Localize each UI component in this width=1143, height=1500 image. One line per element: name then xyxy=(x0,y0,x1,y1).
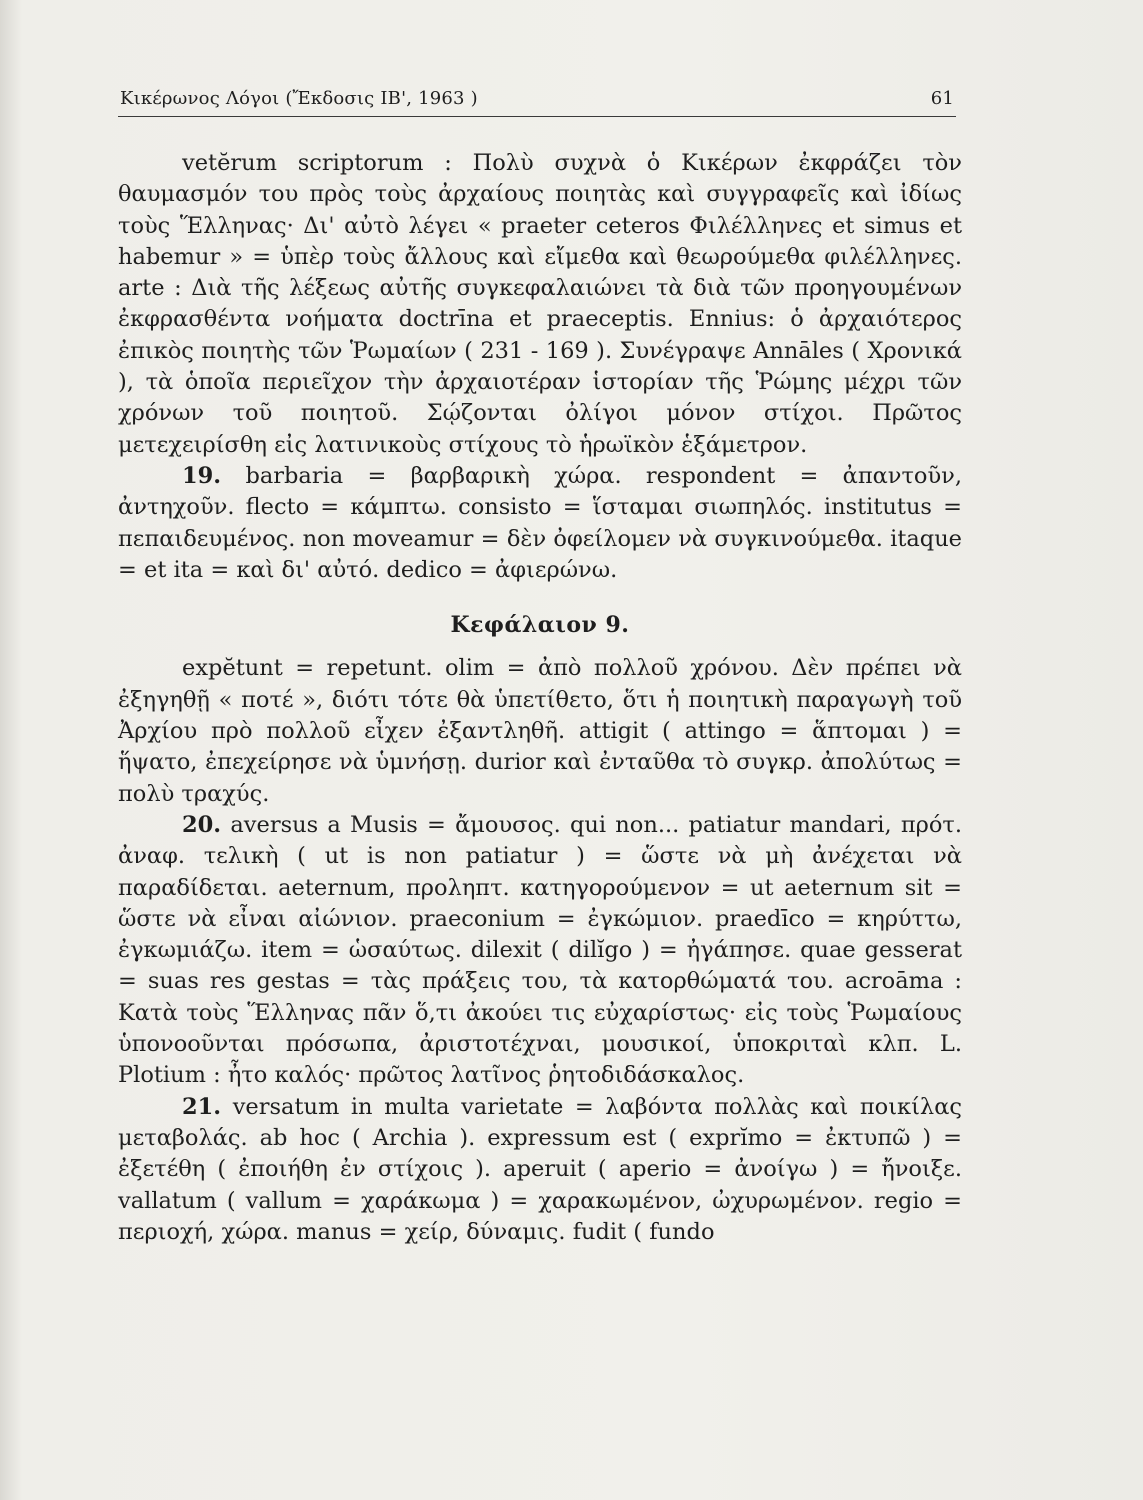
section-text: aversus a Musis = ἄμουσος. qui non... patiatur mandari, πρότ. ἀναφ. τελικὴ ( ut is non patiatur ) = ὥστε νὰ μὴ ἀνέχεται νὰ παραδίδεται. aeternum, προληπτ. κατηγορούμενον = ut aeternum sit = ὥστε νὰ εἶναι αἰώνιον. praeconium = ἐγκώμιον. praedīco = κηρύττω, ἐγκωμιάζω. item = ὡσαύτως. dilexit ( dilĭgo ) = ἠγάπησε. quae gesserat = suas res gestas = τὰς πράξεις του, τὰ κατορθώματά του. acroāma : Κατὰ τοὺς Ἕλληνας πᾶν ὅ,τι ἀκούει τις εὐχαρίστως· εἰς τοὺς Ῥωμαίους ὑπονοοῦνται πρόσωπα, ἀριστοτέχναι, μουσικοί, ὑποκριταὶ κλπ. L. Plotium : ἦτο καλός· πρῶτος λατῖνος ῥητοδιδάσκαλος. xyxy=(118,811,962,1089)
section-number: 21. xyxy=(182,1093,222,1120)
running-title: Κικέρωνος Λόγοι (Ἔκδοσις ΙΒ', 1963 ) xyxy=(120,88,478,109)
chapter-heading: Κεφάλαιον 9. xyxy=(450,612,630,639)
section-21 xyxy=(118,1092,962,1248)
section-number: 20. xyxy=(182,811,222,838)
paragraph-expetunt: expĕtunt = repetunt. olim = ἀπὸ πολλοῦ χρόνου. Δὲν πρέπει νὰ ἐξηγηθῇ « ποτέ », διότι τότε θὰ ὑπετίθετο, ὅτι ἡ ποιητικὴ παραγωγὴ τοῦ Ἀρχίου πρὸ πολλοῦ εἶχεν ἐξαντληθῆ. attigit ( attingo = ἅπτομαι ) = ἥψατο, ἐπεχείρησε νὰ ὑμνήσῃ. durior καὶ ἐνταῦθα τὸ συγκρ. ἀπολύτως = πολὺ τραχύς. xyxy=(118,655,962,807)
section-text: barbaria = βαρβαρικὴ χώρα. respondent = ἀπαντοῦν, ἀντηχοῦν. flecto = κάμπτω. consisto = ἵσταμαι σιωπηλός. institutus = πεπαιδευμένος. non moveamur = δὲν ὀφείλομεν νὰ συγκινούμεθα. itaque = et ita = καὶ δι' αὐτό. dedico = ἀφιερώνω. xyxy=(118,462,962,583)
paragraph-veterum: vetĕrum scriptorum : Πολὺ συχνὰ ὁ Κικέρων ἐκφράζει τὸν θαυμασμόν του πρὸς τοὺς ἀρχαίους ποιητὰς καὶ συγγραφεῖς καὶ ἰδίως τοὺς Ἕλληνας· Δι' αὐτὸ λέγει « praeter ceteros Φιλέλληνες et simus et habemur » = ὑπὲρ τοὺς ἄλλους καὶ εἴμεθα καὶ θεωρούμεθα φιλέλληνες. arte : Διὰ τῆς λέξεως αὐτῆς συγκεφαλαιώνει τὰ διὰ τῶν προηγουμένων ἐκφρασθέντα νοήματα doctrīna et praeceptis. Ennius: ὁ ἀρχαιότερος ἐπικὸς ποιητὴς τῶν Ῥωμαίων ( 231 - 169 ). Συνέγραψε Annāles ( Χρονικά ), τὰ ὁποῖα περιεῖχον τὴν ἀρχαιοτέραν ἱστορίαν τῆς Ῥώμης μέχρι τῶν χρόνων τοῦ ποιητοῦ. Σῴζονται ὀλίγοι μόνον στίχοι. Πρῶτος μετεχειρίσθη εἰς λατινικοὺς στίχους τὸ ἡρωϊκὸν ἑξάμετρον. xyxy=(118,150,962,458)
running-header xyxy=(118,86,956,117)
section-number: 19. xyxy=(182,462,222,489)
section-text: versatum in multa varietate = λαβόντα πολλὰς καὶ ποικίλας μεταβολάς. ab hoc ( Archia ). expressum est ( exprĭmo = ἐκτυπῶ ) = ἐξετέθη ( ἐποιήθη ἐν στίχοις ). aperuit ( aperio = ἀνοίγω ) = ἤνοιξε. vallatum ( vallum = χαράκωμα ) = χαρακωμένον, ὠχυρωμένον. regio = περιοχή, χώρα. manus = χείρ, δύναμις. fudit ( fundo xyxy=(118,1093,962,1245)
page-number: 61 xyxy=(930,88,954,109)
section-19 xyxy=(118,461,962,586)
page-body xyxy=(118,148,962,1248)
section-20 xyxy=(118,810,962,1092)
